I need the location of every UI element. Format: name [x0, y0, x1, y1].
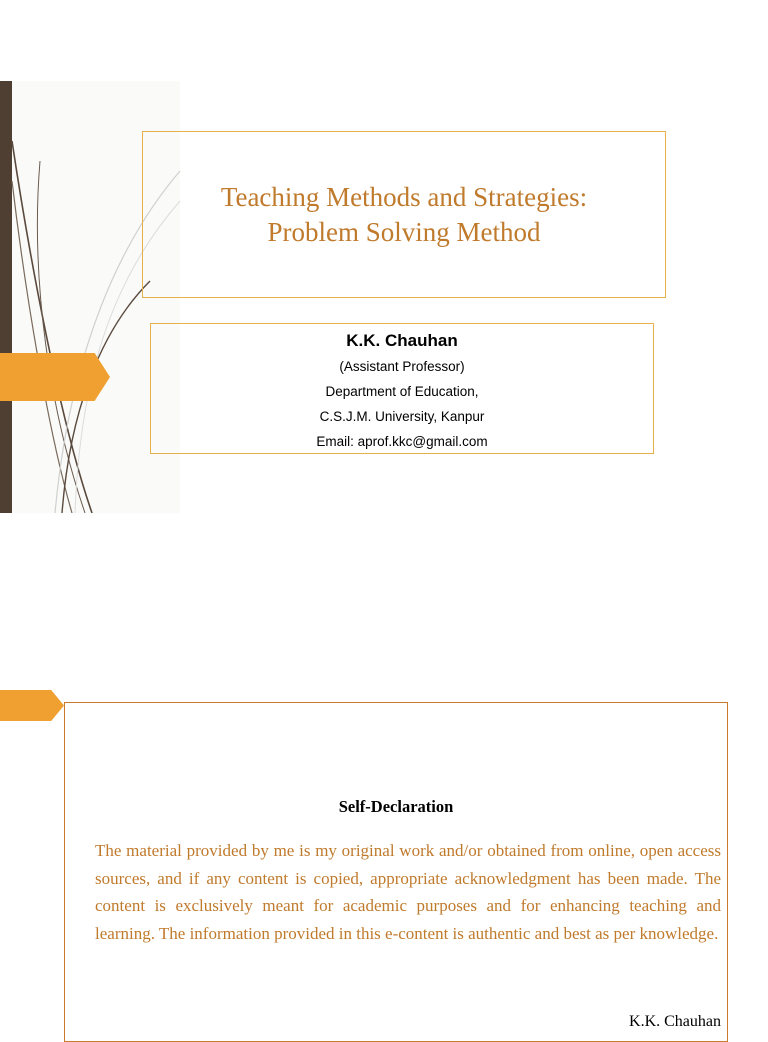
title-box [142, 131, 666, 298]
signature: K.K. Chauhan [629, 1013, 721, 1030]
orange-arrow-tab [0, 353, 110, 401]
title-line-2: Problem Solving Method [267, 216, 541, 247]
orange-arrow-tab [0, 690, 64, 721]
author-box [150, 323, 654, 454]
author-name: K.K. Chauhan [346, 331, 458, 350]
author-department: Department of Education, [325, 384, 479, 399]
title-slide [0, 81, 768, 513]
author-role: (Assistant Professor) [339, 359, 465, 374]
declaration-slide [0, 690, 768, 1030]
author-email: Email: aprof.kkc@gmail.com [316, 434, 488, 449]
author-university: C.S.J.M. University, Kanpur [319, 409, 485, 424]
declaration-heading: Self-Declaration [338, 797, 454, 816]
declaration-body: The material provided by me is my original work and/or obtained from online, open access sources, and if any content is copied, appropriate acknowledgment has been made. The content is exclusively meant for academic purposes and for enhancing teaching and learning. The information provided in this e-content is authentic and best as per knowledge. [95, 841, 721, 943]
declaration-box [64, 702, 728, 1042]
title-line-1: Teaching Methods and Strategies: [220, 181, 588, 212]
